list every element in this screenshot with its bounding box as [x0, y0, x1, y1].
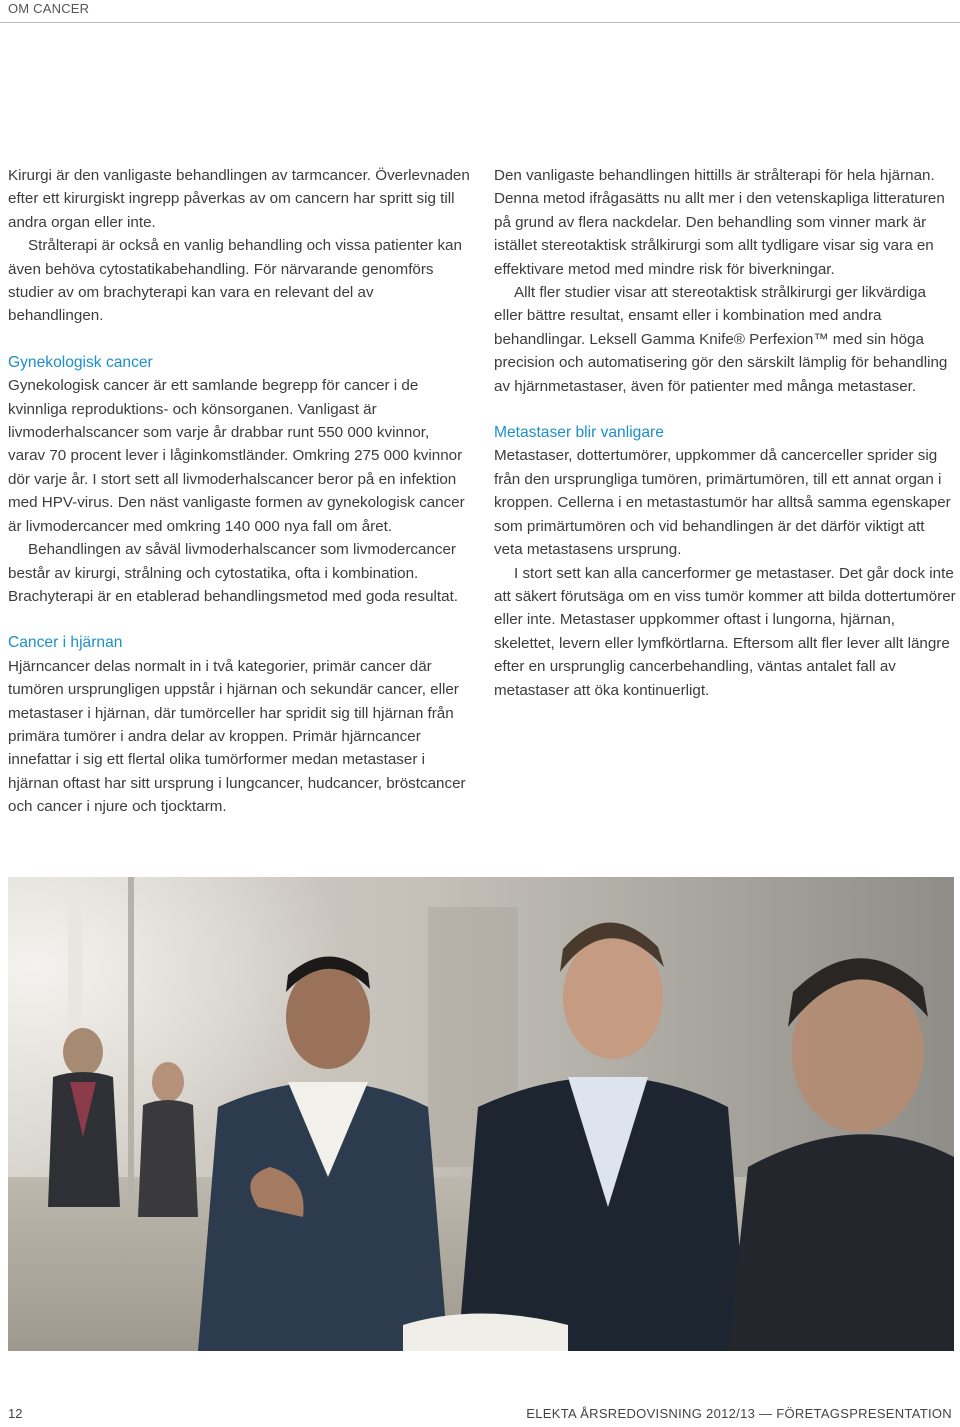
left-column — [8, 164, 470, 819]
publication-title: ELEKTA ÅRSREDOVISNING 2012/13 — FÖRETAGSPRESENTATION — [526, 1406, 952, 1421]
paragraph: Allt fler studier visar att stereotaktisk strålkirurgi ger likvärdiga eller bättre resultat, ensamt eller i kombination med andra behandlingar. Leksell Gamma Knife® Perfexion™ med sin höga precision och automatisering gör den särskilt lämplig för behandling av hjärnmetastaser, även för patienter med många metastaser. — [494, 284, 948, 395]
section-heading-metastaser: Metastaser blir vanligare — [494, 424, 664, 442]
paragraph: Den vanligaste behandlingen hittills är strålterapi för hela hjärnan. Denna metod ifrågasätts nu allt mer i den vetenskapliga litteraturen på grund av flera nackdelar. Den behandling som vinner mark är istället stereotaktisk strålkirurgi som allt tydligare visar sig vara en effektivare metod med mindre risk för biverkningar. — [494, 167, 945, 278]
paragraph: Gynekologisk cancer är ett samlande begrepp för cancer i de kvinnliga reproduktions- och könsorganen. Vanligast är livmoderhalscancer som varje år drabbar runt 550 000 kvinnor, varav 70 procent lever i låginkomstländer. Omkring 275 000 kvinnor dör varje år. I stort sett all livmoderhalscancer beror på en infektion med HPV-virus. Den näst vanligaste formen av gynekologisk cancer är livmodercancer med omkring 140 000 nya fall om året. — [8, 377, 465, 535]
paragraph: Metastaser, dottertumörer, uppkommer då cancerceller sprider sig från den ursprungliga tumören, primärtumören, till ett annat organ i kroppen. Cellerna i en metastastumör har alltså samma egenskaper som primärtumören och vid behandlingen är det därför viktigt att veta metastasens ursprung. — [494, 447, 951, 559]
right-column — [494, 164, 956, 702]
paragraph: Hjärncancer delas normalt in i två kategorier, primär cancer där tumören ursprungligen uppstår i hjärnan och sekundär cancer, eller metastaser i hjärnan, där tumörceller har spridit sig till hjärnan från primära tumörer i andra delar av kroppen. Primär hjärncancer innefattar i sig ett flertal olika tumörformer medan metastaser i hjärnan oftast har sitt ursprung i lungcancer, hudcancer, bröstcancer och cancer i njure och tjocktarm. — [8, 657, 466, 816]
page-footer — [0, 1406, 960, 1426]
section-heading-hjarnan: Cancer i hjärnan — [8, 634, 123, 652]
office-conversation-photo — [8, 877, 954, 1351]
running-header — [0, 0, 960, 23]
paragraph: I stort sett kan alla cancerformer ge metastaser. Det går dock inte att säkert förutsäga om en viss tumör kommer att bilda dottertumörer eller inte. Metastaser uppkommer oftast i lungorna, hjärnan, skelettet, levern eller lymfkörtlarna. Eftersom allt fler lever allt längre efter en ursprunglig cancerbehandling, väntas antalet fall av metastaser att öka kontinuerligt. — [494, 564, 956, 699]
section-heading-gynekologisk: Gynekologisk cancer — [8, 353, 153, 371]
paragraph: Kirurgi är den vanligaste behandlingen av tarmcancer. Överlevnaden efter ett kirurgiskt ingrepp påverkas av om cancern har spritt sig till andra organ eller inte. — [8, 167, 470, 231]
page-number: 12 — [8, 1406, 23, 1421]
section-label: OM CANCER — [8, 1, 90, 16]
paragraph: Behandlingen av såväl livmoderhalscancer som livmodercancer består av kirurgi, strålning och cytostatika, ofta i kombination. Brachyterapi är en etablerad behandlingsmetod med goda resultat. — [8, 541, 459, 605]
paragraph: Strålterapi är också en vanlig behandling och vissa patienter kan även behöva cytostatikabehandling. För närvarande genomförs studier av om brachyterapi kan vara en relevant del av behandlingen. — [8, 237, 462, 325]
